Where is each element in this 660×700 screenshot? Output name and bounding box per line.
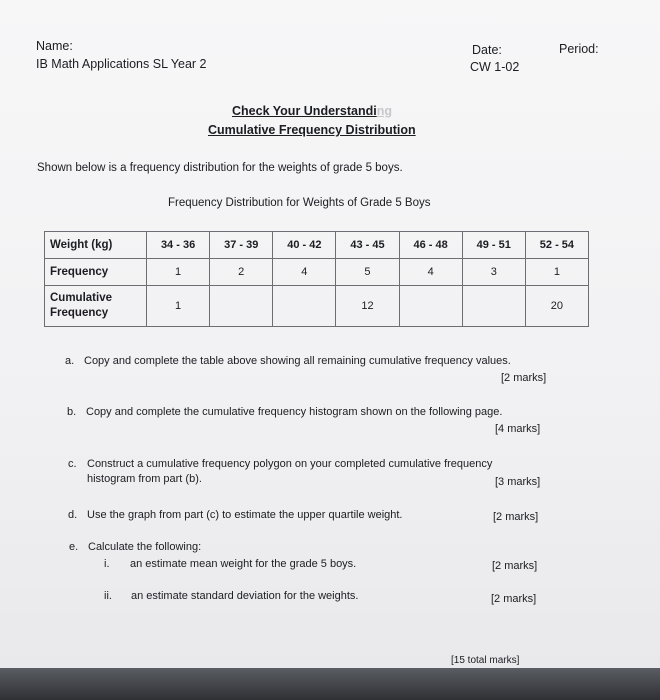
- question-e-i-marks: [2 marks]: [492, 560, 538, 572]
- worksheet-code: CW 1-02: [470, 60, 520, 74]
- weight-cell: 52 - 54: [525, 232, 588, 259]
- question-c-text-line2: histogram from part (b).: [87, 473, 202, 485]
- weight-cell: 43 - 45: [336, 232, 399, 259]
- course-title: IB Math Applications SL Year 2: [36, 57, 207, 71]
- table-row-weight: [45, 232, 589, 259]
- table-caption: Frequency Distribution for Weights of Grade 5 Boys: [168, 197, 431, 209]
- question-e-ii-text: an estimate standard deviation for the weights.: [131, 590, 359, 602]
- page-title: [232, 104, 392, 118]
- frequency-cell: 1: [525, 259, 588, 286]
- cumulative-cell: 1: [147, 286, 210, 327]
- period-label: Period:: [559, 42, 599, 56]
- question-e-i-text: an estimate mean weight for the grade 5 boys.: [130, 558, 357, 570]
- cumulative-cell: [399, 286, 462, 327]
- cumulative-cell: 20: [525, 286, 588, 327]
- table-row-cumulative: [45, 286, 589, 327]
- row-label-cumulative-line1: Cumulative: [50, 292, 112, 304]
- question-c-marks: [3 marks]: [495, 476, 541, 488]
- intro-text: Shown below is a frequency distribution for the weights of grade 5 boys.: [37, 162, 403, 174]
- question-e-ii-num: ii.: [104, 590, 112, 602]
- cumulative-cell: [462, 286, 525, 327]
- frequency-cell: 4: [273, 259, 336, 286]
- question-e-text: Calculate the following:: [88, 541, 202, 553]
- weight-cell: 37 - 39: [210, 232, 273, 259]
- weight-cell: 46 - 48: [399, 232, 462, 259]
- question-d-text: Use the graph from part (c) to estimate the upper quartile weight.: [87, 509, 403, 521]
- background-strip: [0, 668, 660, 700]
- question-a-text: Copy and complete the table above showing all remaining cumulative frequency values.: [84, 355, 511, 367]
- question-a-marks: [2 marks]: [501, 372, 547, 384]
- frequency-cell: 3: [462, 259, 525, 286]
- weight-cell: 49 - 51: [462, 232, 525, 259]
- total-marks: [15 total marks]: [451, 655, 520, 666]
- question-e-letter: e.: [69, 541, 79, 553]
- cumulative-cell: [210, 286, 273, 327]
- question-a-letter: a.: [65, 355, 75, 367]
- weight-cell: 34 - 36: [147, 232, 210, 259]
- question-c-letter: c.: [68, 458, 77, 470]
- title-line1-main: Check Your Understandi: [232, 104, 377, 118]
- cumulative-cell: [273, 286, 336, 327]
- table-row-frequency: [45, 259, 589, 286]
- question-d-letter: d.: [68, 509, 78, 521]
- date-label: Date:: [472, 43, 502, 57]
- question-b-text: Copy and complete the cumulative frequency histogram shown on the following page.: [86, 406, 503, 418]
- frequency-cell: 4: [399, 259, 462, 286]
- name-label: Name:: [36, 39, 73, 53]
- frequency-cell: 1: [147, 259, 210, 286]
- row-label-weight: Weight (kg): [45, 232, 147, 259]
- cumulative-cell: 12: [336, 286, 399, 327]
- weight-cell: 40 - 42: [273, 232, 336, 259]
- question-e-ii-marks: [2 marks]: [491, 593, 537, 605]
- page-subtitle: Cumulative Frequency Distribution: [208, 123, 416, 137]
- frequency-table: [44, 231, 589, 327]
- question-b-letter: b.: [67, 406, 77, 418]
- row-label-cumulative: [45, 286, 147, 327]
- question-d-marks: [2 marks]: [493, 511, 539, 523]
- frequency-cell: 2: [210, 259, 273, 286]
- frequency-cell: 5: [336, 259, 399, 286]
- title-line1-faded: ng: [376, 104, 392, 118]
- row-label-cumulative-line2: Frequency: [50, 307, 109, 319]
- question-c-text-line1: Construct a cumulative frequency polygon on your completed cumulative frequency: [87, 458, 493, 470]
- question-e-i-num: i.: [104, 558, 110, 570]
- question-b-marks: [4 marks]: [495, 423, 541, 435]
- row-label-frequency: Frequency: [45, 259, 147, 286]
